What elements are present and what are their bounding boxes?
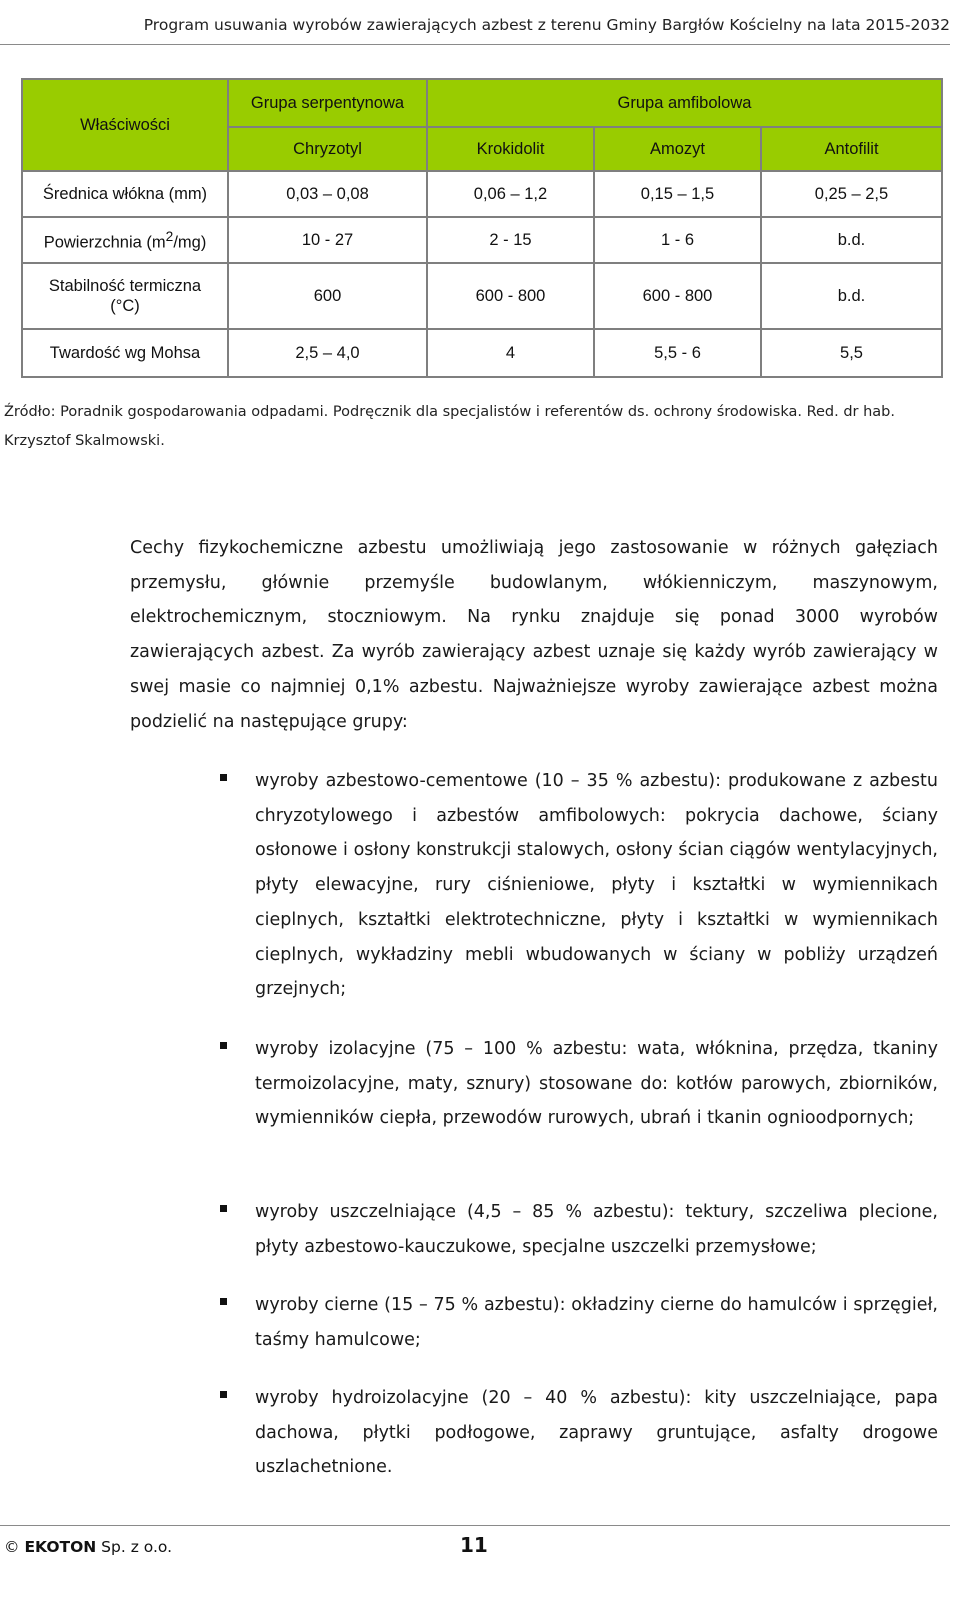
table-cell: 600 - 800: [594, 263, 761, 329]
table-cell: 1 - 6: [594, 217, 761, 263]
table-cell: 600: [228, 263, 427, 329]
running-header: Program usuwania wyrobów zawierających azbest z terenu Gminy Bargłów Kościelny na lata 2015-2032: [143, 16, 950, 34]
bullet-square-icon: [220, 774, 227, 781]
table-cell: 10 - 27: [228, 217, 427, 263]
table-cell: b.d.: [761, 263, 942, 329]
list-item: wyroby uszczelniające (4,5 – 85 % azbestu): tektury, szczeliwa plecione, płyty azbestowo-kauczukowe, specjalne uszczelki przemysłowe;: [255, 1202, 938, 1257]
company-name: EKOTON: [24, 1538, 97, 1556]
bullet-square-icon: [220, 1205, 227, 1212]
list-item: wyroby azbestowo-cementowe (10 – 35 % azbestu): produkowane z azbestu chryzotylowego i azbestów amfibolowych: pokrycia dachowe, ściany osłonowe i osłony konstrukcji stalowych, osłony ścian ciągów wentylacyjnych, płyty elewacyjne, rury ciśnieniowe, płyty i kształtki w wymiennikach cieplnych, kształtki elektrotechniczne, płyty i kształtki w wymiennikach cieplnych, wykładziny mebli wbudowanych w ściany w pobliży urządzeń grzejnych;: [255, 771, 938, 1000]
table-cell: 0,25 – 2,5: [761, 171, 942, 217]
header-mineral: Amozyt: [594, 127, 761, 171]
table-row: [22, 329, 942, 377]
header-amphibole-group: Grupa amfibolowa: [427, 79, 942, 127]
table-row: [22, 171, 942, 217]
table-cell: b.d.: [761, 217, 942, 263]
header-mineral: Krokidolit: [427, 127, 594, 171]
row-label-text: Powierzchnia (m: [43, 233, 166, 252]
table-cell: 5,5: [761, 329, 942, 377]
row-label: Średnica włókna (mm): [22, 171, 228, 217]
table-cell: 2,5 – 4,0: [228, 329, 427, 377]
table-cell: 0,03 – 0,08: [228, 171, 427, 217]
row-label: [22, 217, 228, 263]
table-cell: 5,5 - 6: [594, 329, 761, 377]
table-row: [22, 217, 942, 263]
copyright-icon: ©: [4, 1538, 20, 1556]
asbestos-properties-table: [21, 78, 943, 378]
list-item: wyroby izolacyjne (75 – 100 % azbestu: wata, włóknina, przędza, tkaniny termoizolacyjne, maty, sznury) stosowane do: kotłów parowych, zbiorników, wymienników ciepła, przewodów rurowych, ubrań i tkanin ognioodpornych;: [255, 1039, 938, 1129]
header-mineral: Antofilit: [761, 127, 942, 171]
superscript: 2: [165, 229, 174, 245]
table-cell: 4: [427, 329, 594, 377]
footer-divider: [0, 1525, 950, 1526]
row-label-line: Stabilność termiczna: [48, 277, 202, 295]
row-label: [22, 263, 228, 329]
header-mineral: Chryzotyl: [228, 127, 427, 171]
body-paragraph: Cechy fizykochemiczne azbestu umożliwiają jego zastosowanie w różnych gałęziach przemysłu, głównie przemyśle budowlanym, włókienniczym, maszynowym, elektrochemicznym, stoczniowym. Na rynku znajduje się ponad 3000 wyrobów zawierających azbest. Za wyrób zawierający azbest uznaje się każdy wyrób zawierający w swej masie co najmniej 0,1% azbestu. Najważniejsze wyroby zawierające azbest można podzielić na następujące grupy:: [130, 538, 938, 732]
footer-company: [4, 1538, 172, 1556]
table-header-row: [22, 79, 942, 127]
list-item: wyroby cierne (15 – 75 % azbestu): okładziny cierne do hamulców i sprzęgieł, taśmy hamulcowe;: [255, 1295, 938, 1350]
company-suffix: Sp. z o.o.: [96, 1538, 173, 1556]
table-cell: 0,06 – 1,2: [427, 171, 594, 217]
table-cell: 600 - 800: [427, 263, 594, 329]
header-serpentine-group: Grupa serpentynowa: [228, 79, 427, 127]
bullet-square-icon: [220, 1042, 227, 1049]
page-number: 11: [460, 1533, 488, 1557]
table-cell: 0,15 – 1,5: [594, 171, 761, 217]
row-label: Twardość wg Mohsa: [22, 329, 228, 377]
header-divider: [0, 44, 950, 45]
table-row: [22, 263, 942, 329]
header-properties: Właściwości: [22, 79, 228, 171]
table-cell: 2 - 15: [427, 217, 594, 263]
table-source-note: Źródło: Poradnik gospodarowania odpadami. Podręcznik dla specjalistów i referentów ds. ochrony środowiska. Red. dr hab. Krzysztof Skalmowski.: [4, 404, 895, 449]
row-label-line: (°C): [110, 297, 140, 315]
bullet-square-icon: [220, 1391, 227, 1398]
list-item: wyroby hydroizolacyjne (20 – 40 % azbestu): kity uszczelniające, papa dachowa, płytki podłogowe, zaprawy gruntujące, asfalty drogowe uszlachetnione.: [255, 1388, 938, 1478]
bullet-square-icon: [220, 1298, 227, 1305]
row-label-text: /mg): [173, 233, 207, 252]
